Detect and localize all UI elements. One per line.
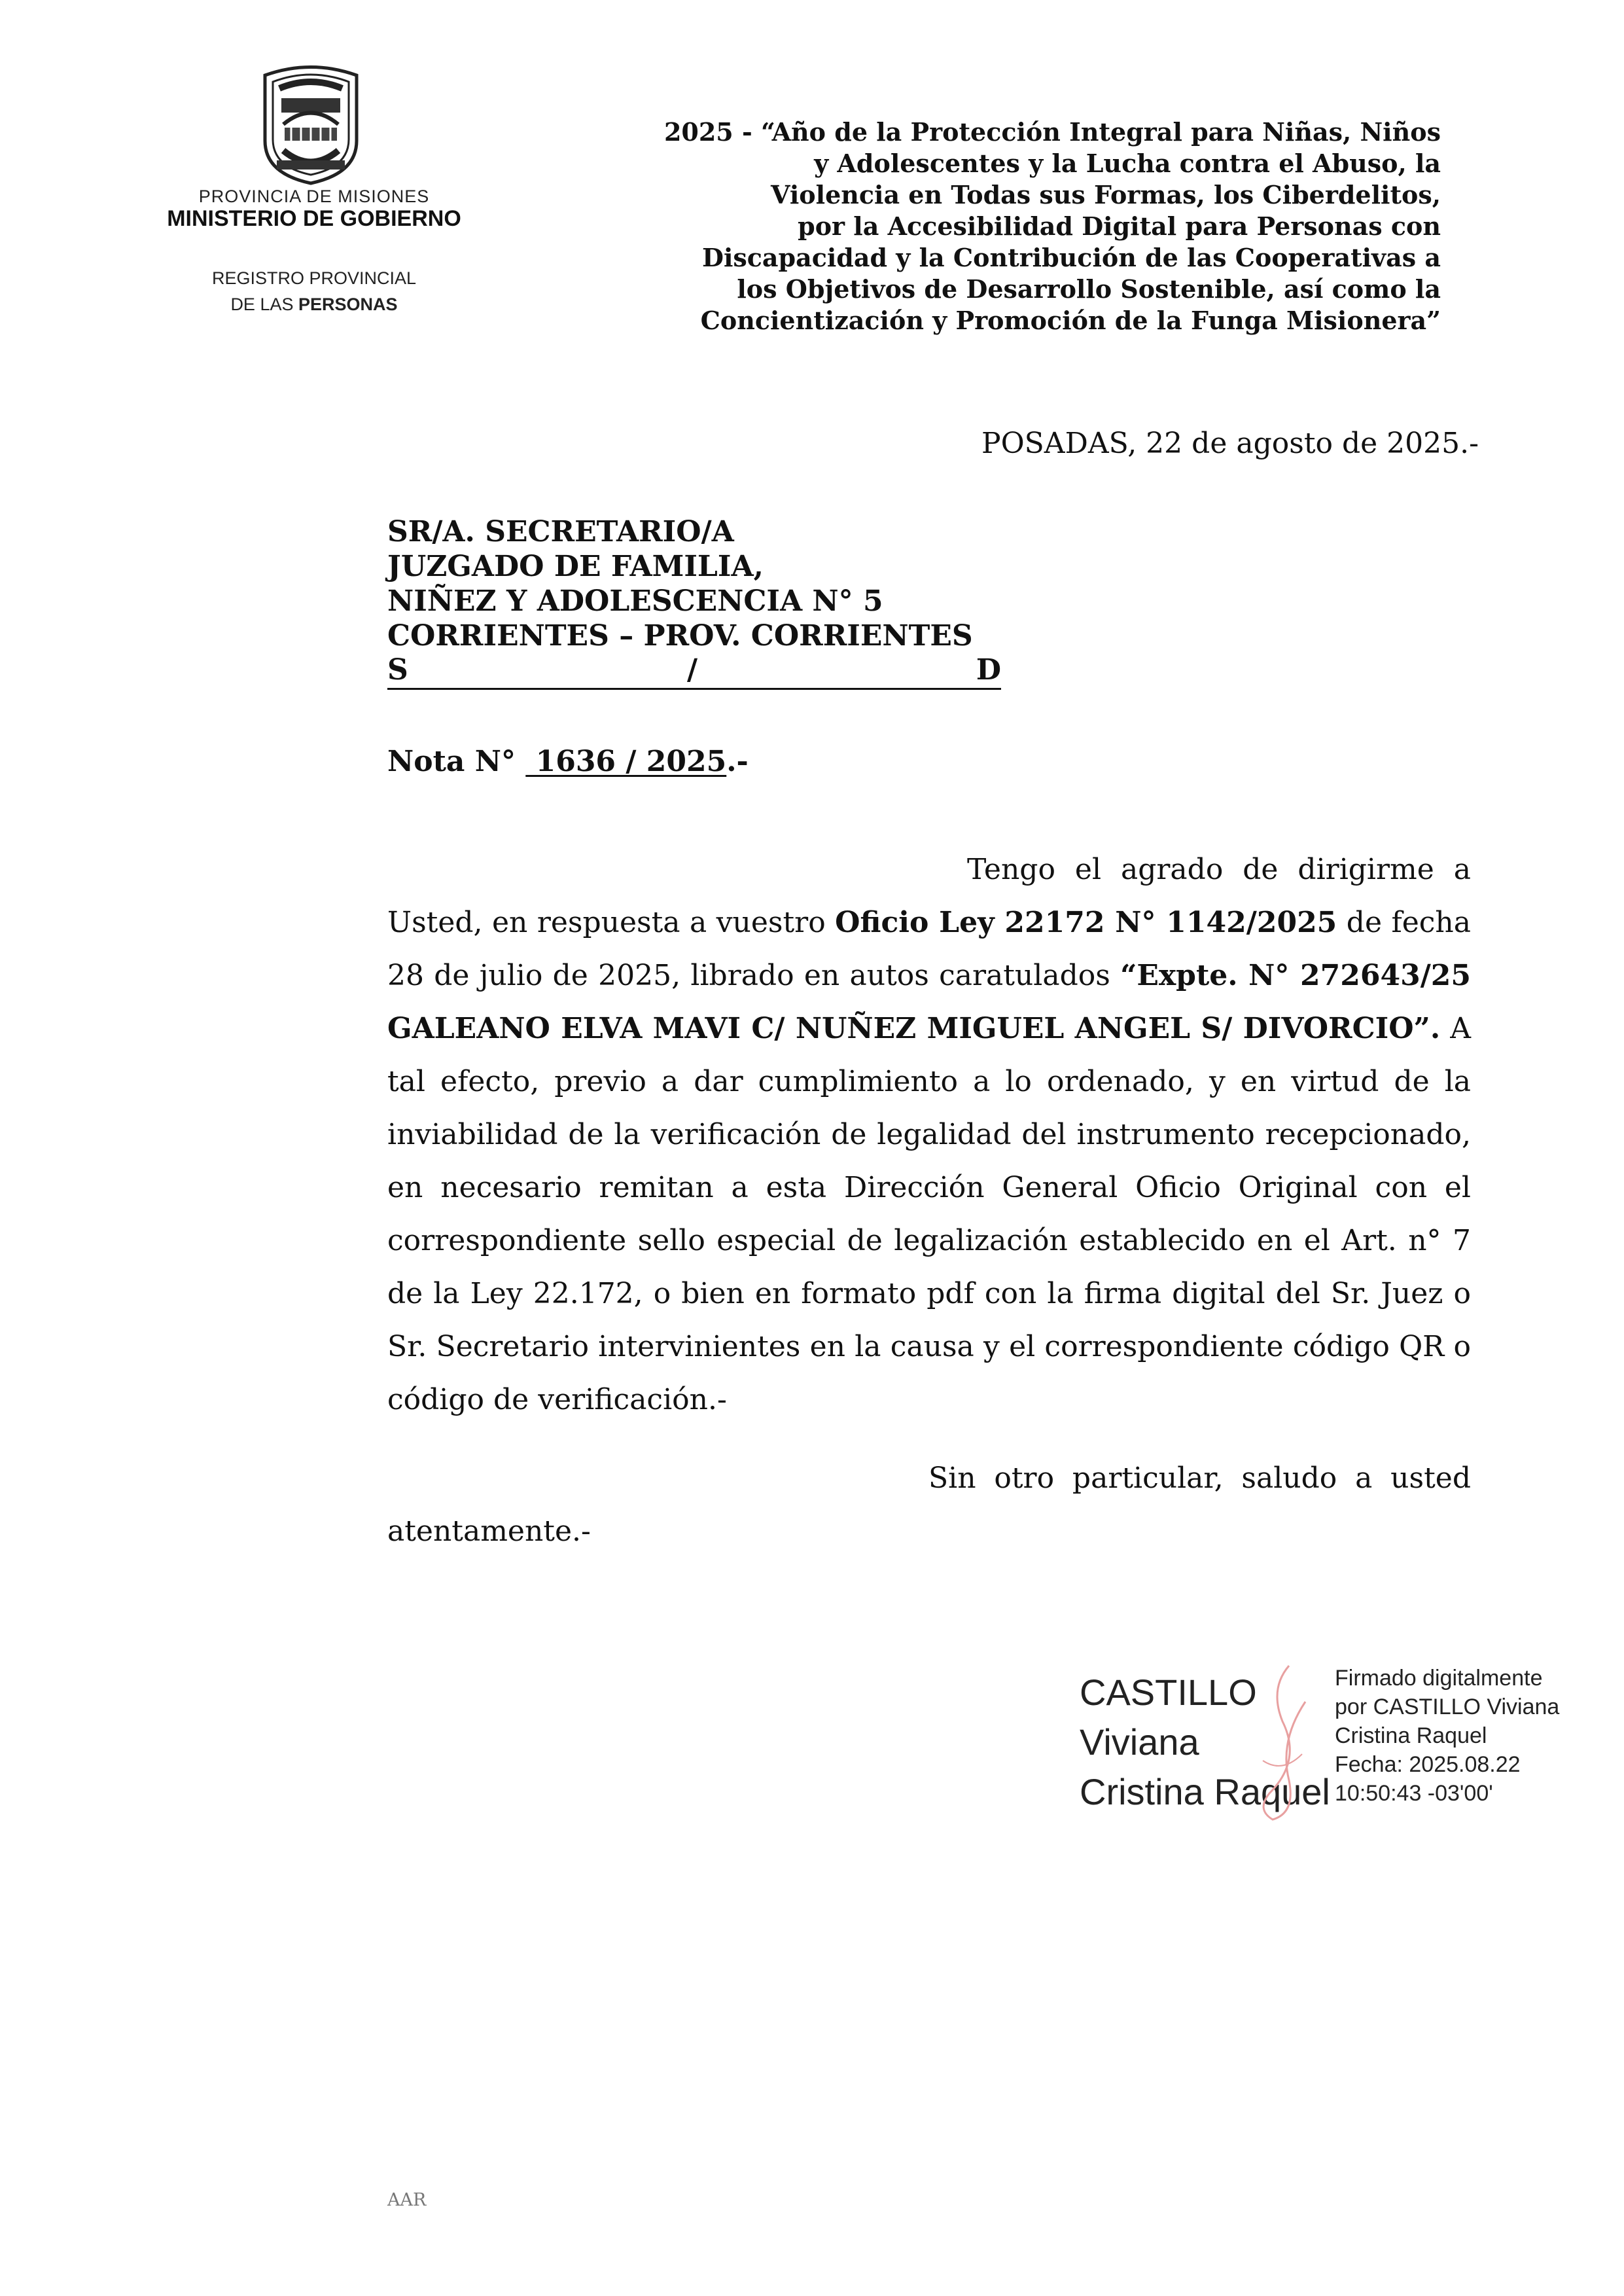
sd-left: S [387,653,408,687]
stamp-line: por CASTILLO Viviana [1335,1695,1560,1719]
body-rest: A tal efecto, previo a dar cumplimiento a lo ordenado, y en virtud de la inviabilidad de la verificación de legalidad del instrumento recepcionado, en necesario remitan a esta Dirección General Oficio Original con el correspondiente sello especial de legalización establecido en el Art. n° 7 de la Ley 22.172, o bien en formato pdf con la firma digital del Sr. Juez o Sr. Secretario intervinientes en la causa y el correspondiente código QR o código de verificación.- [387,1012,1471,1416]
signer-name-line: Cristina Raquel [1080,1771,1330,1812]
province-seal-logo [252,62,370,187]
body-opening: Tengo el agrado de dirigirme a Usted, en respuesta a vuestro [387,853,1471,939]
signer-name-line: Viviana [1080,1721,1199,1763]
drafter-initials: AAR [387,2190,427,2210]
sd-right: D [976,653,1001,687]
motto-line: 2025 - “Año de la Protección Integral para Niñas, Niños [663,117,1441,147]
note-number: 1636 / 2025 [525,745,727,778]
registry-prefix: DE LAS [230,295,294,314]
addressee-line: CORRIENTES – PROV. CORRIENTES [387,619,973,653]
registry-name-line-2 [170,295,458,315]
registry-name-line-1: REGISTRO PROVINCIAL [211,268,417,288]
registry-bold: PERSONAS [298,295,398,314]
motto-line: Concientización y Promoción de la Funga Misionera” [700,306,1441,335]
signature-flourish-icon [1243,1662,1322,1823]
ministry-name: MINISTERIO DE GOBIERNO [167,206,461,231]
province-name: PROVINCIA DE MISIONES [198,187,430,206]
motto-line: los Objetivos de Desarrollo Sostenible, así como la [737,274,1441,304]
su-despacho-line [387,653,1001,690]
stamp-line: Fecha: 2025.08.22 [1335,1752,1521,1777]
stamp-line: 10:50:43 -03'00' [1335,1781,1493,1806]
oficio-reference: Oficio Ley 22172 N° 1142/2025 [835,906,1337,939]
addressee-line: SR/A. SECRETARIO/A [387,515,734,548]
digital-signature-stamp [1335,1664,1559,1808]
note-suffix: .- [726,745,749,778]
place-date: POSADAS, 22 de agosto de 2025.- [981,427,1479,460]
motto-line: por la Accesibilidad Digital para Personas con [798,211,1441,241]
stamp-line: Firmado digitalmente [1335,1666,1543,1691]
body-paragraph-2 [387,1452,1471,1558]
motto-line: Discapacidad y la Contribución de las Cooperativas a [701,243,1441,272]
sd-slash: / [687,653,698,687]
signer-name-line: CASTILLO [1080,1672,1257,1713]
expediente-reference: “Expte. N° 272643/25 GALEANO ELVA MAVI C/ NUÑEZ MIGUEL ANGEL S/ DIVORCIO”. [387,959,1471,1045]
body-mid: de fecha 28 de julio de 2025, librado en autos caratulados [387,906,1471,992]
closing-text: Sin otro particular, saludo a usted atentamente.- [387,1462,1471,1548]
addressee-block [387,514,973,653]
note-number-line [387,745,749,778]
body-paragraph-1 [387,843,1471,1426]
addressee-line: NIÑEZ Y ADOLESCENCIA N° 5 [387,584,883,618]
stamp-line: Cristina Raquel [1335,1723,1487,1748]
year-motto [609,117,1441,336]
note-label: Nota N° [387,745,526,778]
addressee-line: JUZGADO DE FAMILIA, [387,550,764,583]
motto-line: Violencia en Todas sus Formas, los Ciberdelitos, [771,180,1441,209]
motto-line: y Adolescentes y la Lucha contra el Abuso, la [814,149,1441,178]
